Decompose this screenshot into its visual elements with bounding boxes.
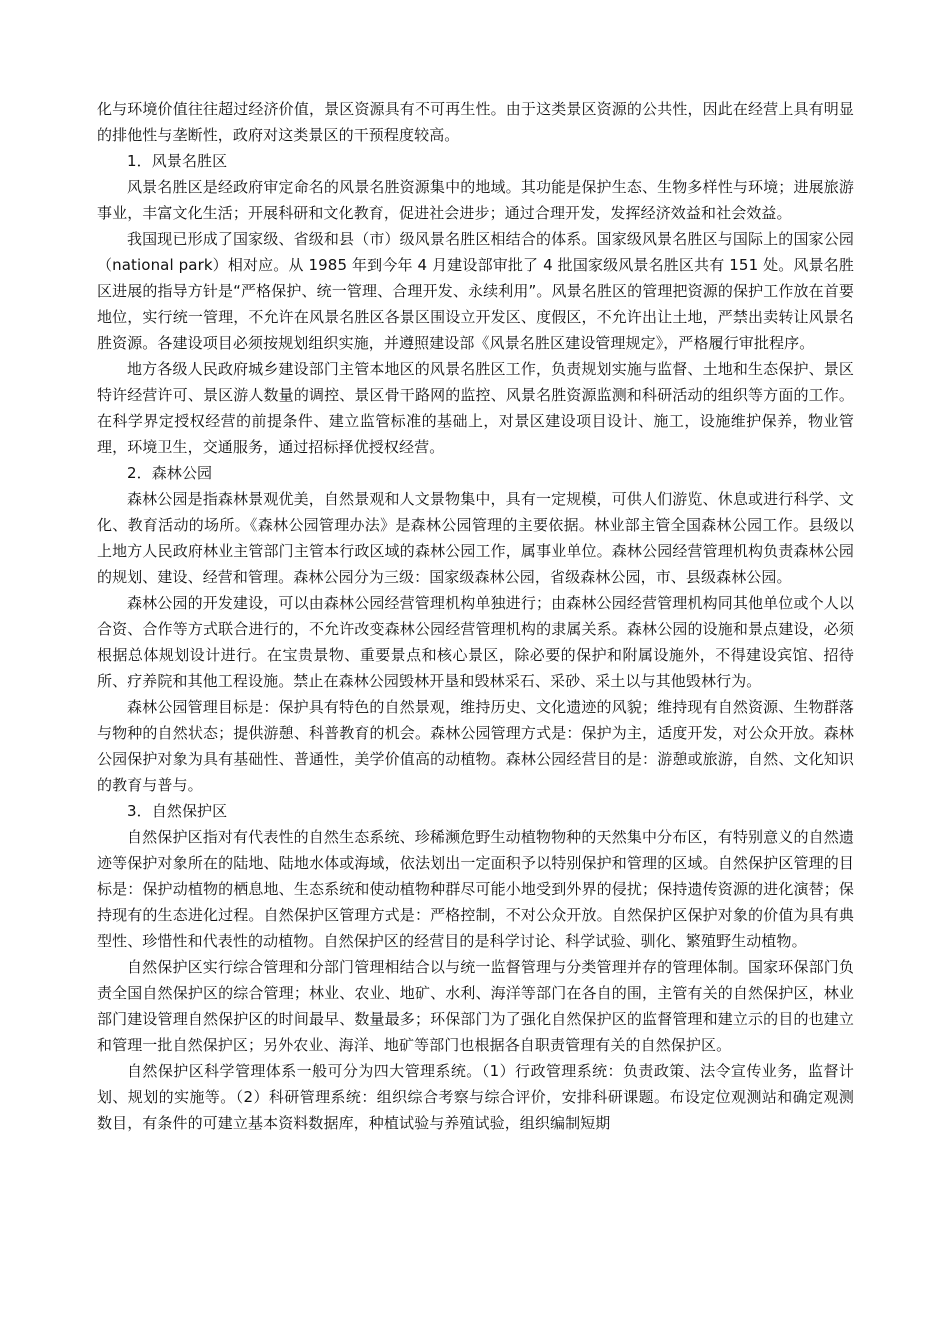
paragraph: 森林公园管理目标是：保护具有特色的自然景观，维持历史、文化遗迹的风貌；维持现有自然资源、生物群落与物种的自然状态；提供游憩、科普教育的机会。森林公园管理方式是：保护为主，适度开发，对公众开放。森林公园保护对象为具有基础性、普通性，美学价值高的动植物。森林公园经营目的是：游憩或旅游，自然、文化知识的教育与普与。 [97, 698, 854, 794]
paragraph: 我国现已形成了国家级、省级和县（市）级风景名胜区相结合的体系。国家级风景名胜区与国际上的国家公园（national park）相对应。从 1985 年到今年 4 月建设部审批了 4 批国家级风景名胜区共有 151 处。风景名胜区进展的指导方针是“严格保护、统一管理、合理开发、永续利用”。风景名胜区的管理把资源的保护工作放在首要地位，实行统一管理，不允许在风景名胜区各景区围设立开发区、度假区，不允许出让土地，严禁出卖转让风景名胜资源。各建设项目必须按规划组织实施，并遵照建设部《风景名胜区建设管理规定》，严格履行审批程序。 [97, 230, 854, 352]
paragraph-continued: 化与环境价值往往超过经济价值，景区资源具有不可再生性。由于这类景区资源的公共性，因此在经营上具有明显的排他性与垄断性，政府对这类景区的干预程度较高。 [97, 100, 854, 144]
paragraph: 自然保护区实行综合管理和分部门管理相结合以与统一监督管理与分类管理并存的管理体制。国家环保部门负责全国自然保护区的综合管理；林业、农业、地矿、水利、海洋等部门在各自的围，主管有关的自然保护区，林业部门建设管理自然保护区的时间最早、数量最多；环保部门为了强化自然保护区的监督管理和建立示的目的也建立和管理一批自然保护区；另外农业、海洋、地矿等部门也根据各自职责管理有关的自然保护区。 [97, 958, 854, 1054]
paragraph: 自然保护区科学管理体系一般可分为四大管理系统。（1）行政管理系统：负责政策、法令宣传业务，监督计划、规划的实施等。（2）科研管理系统：组织综合考察与综合评价，安排科研课题。布设定位观测站和确定观测数目，有条件的可建立基本资料数据库，种植试验与养殖试验，组织编制短期 [97, 1062, 854, 1132]
paragraph: 自然保护区指对有代表性的自然生态系统、珍稀濒危野生动植物物种的天然集中分布区，有特别意义的自然遗迹等保护对象所在的陆地、陆地水体或海域，依法划出一定面积予以特别保护和管理的区域。自然保护区管理的目标是：保护动植物的栖息地、生态系统和使动植物种群尽可能小地受到外界的侵扰；保持遗传资源的进化演替；保持现有的生态进化过程。自然保护区管理方式是：严格控制，不对公众开放。自然保护区保护对象的价值为具有典型性、珍惜性和代表性的动植物。自然保护区的经营目的是科学讨论、科学试验、驯化、繁殖野生动植物。 [97, 828, 854, 950]
section-heading-forest-parks: 2．森林公园 [127, 464, 213, 482]
paragraph: 地方各级人民政府城乡建设部门主管本地区的风景名胜区工作，负责规划实施与监督、土地和生态保护、景区特许经营许可、景区游人数量的调控、景区骨干路网的监控、风景名胜资源监测和科研活动的组织等方面的工作。在科学界定授权经营的前提条件、建立监管标准的基础上，对景区建设项目设计、施工，设施维护保养，物业管理，环境卫生，交通服务，通过招标择优授权经营。 [97, 360, 854, 456]
paragraph: 森林公园是指森林景观优美，自然景观和人文景物集中，具有一定规模，可供人们游览、休息或进行科学、文化、教育活动的场所。《森林公园管理办法》是森林公园管理的主要依据。林业部主管全国森林公园工作。县级以上地方人民政府林业主管部门主管本行政区域的森林公园工作，属事业单位。森林公园经营管理机构负责森林公园的规划、建设、经营和管理。森林公园分为三级：国家级森林公园，省级森林公园，市、县级森林公园。 [97, 490, 854, 586]
section-heading-nature-reserves: 3．自然保护区 [127, 802, 228, 820]
document-page [97, 96, 854, 1136]
paragraph: 风景名胜区是经政府审定命名的风景名胜资源集中的地域。其功能是保护生态、生物多样性与环境；进展旅游事业，丰富文化生活；开展科研和文化教育，促进社会进步；通过合理开发，发挥经济效益和社会效益。 [97, 178, 854, 222]
paragraph: 森林公园的开发建设，可以由森林公园经营管理机构单独进行；由森林公园经营管理机构同其他单位或个人以合资、合作等方式联合进行的，不允许改变森林公园经营管理机构的隶属关系。森林公园的设施和景点建设，必须根据总体规划设计进行。在宝贵景物、重要景点和核心景区，除必要的保护和附属设施外，不得建设宾馆、招待所、疗养院和其他工程设施。禁止在森林公园毁林开垦和毁林采石、采砂、采土以与其他毁林行为。 [97, 594, 854, 690]
section-heading-scenic-areas: 1．风景名胜区 [127, 152, 228, 170]
